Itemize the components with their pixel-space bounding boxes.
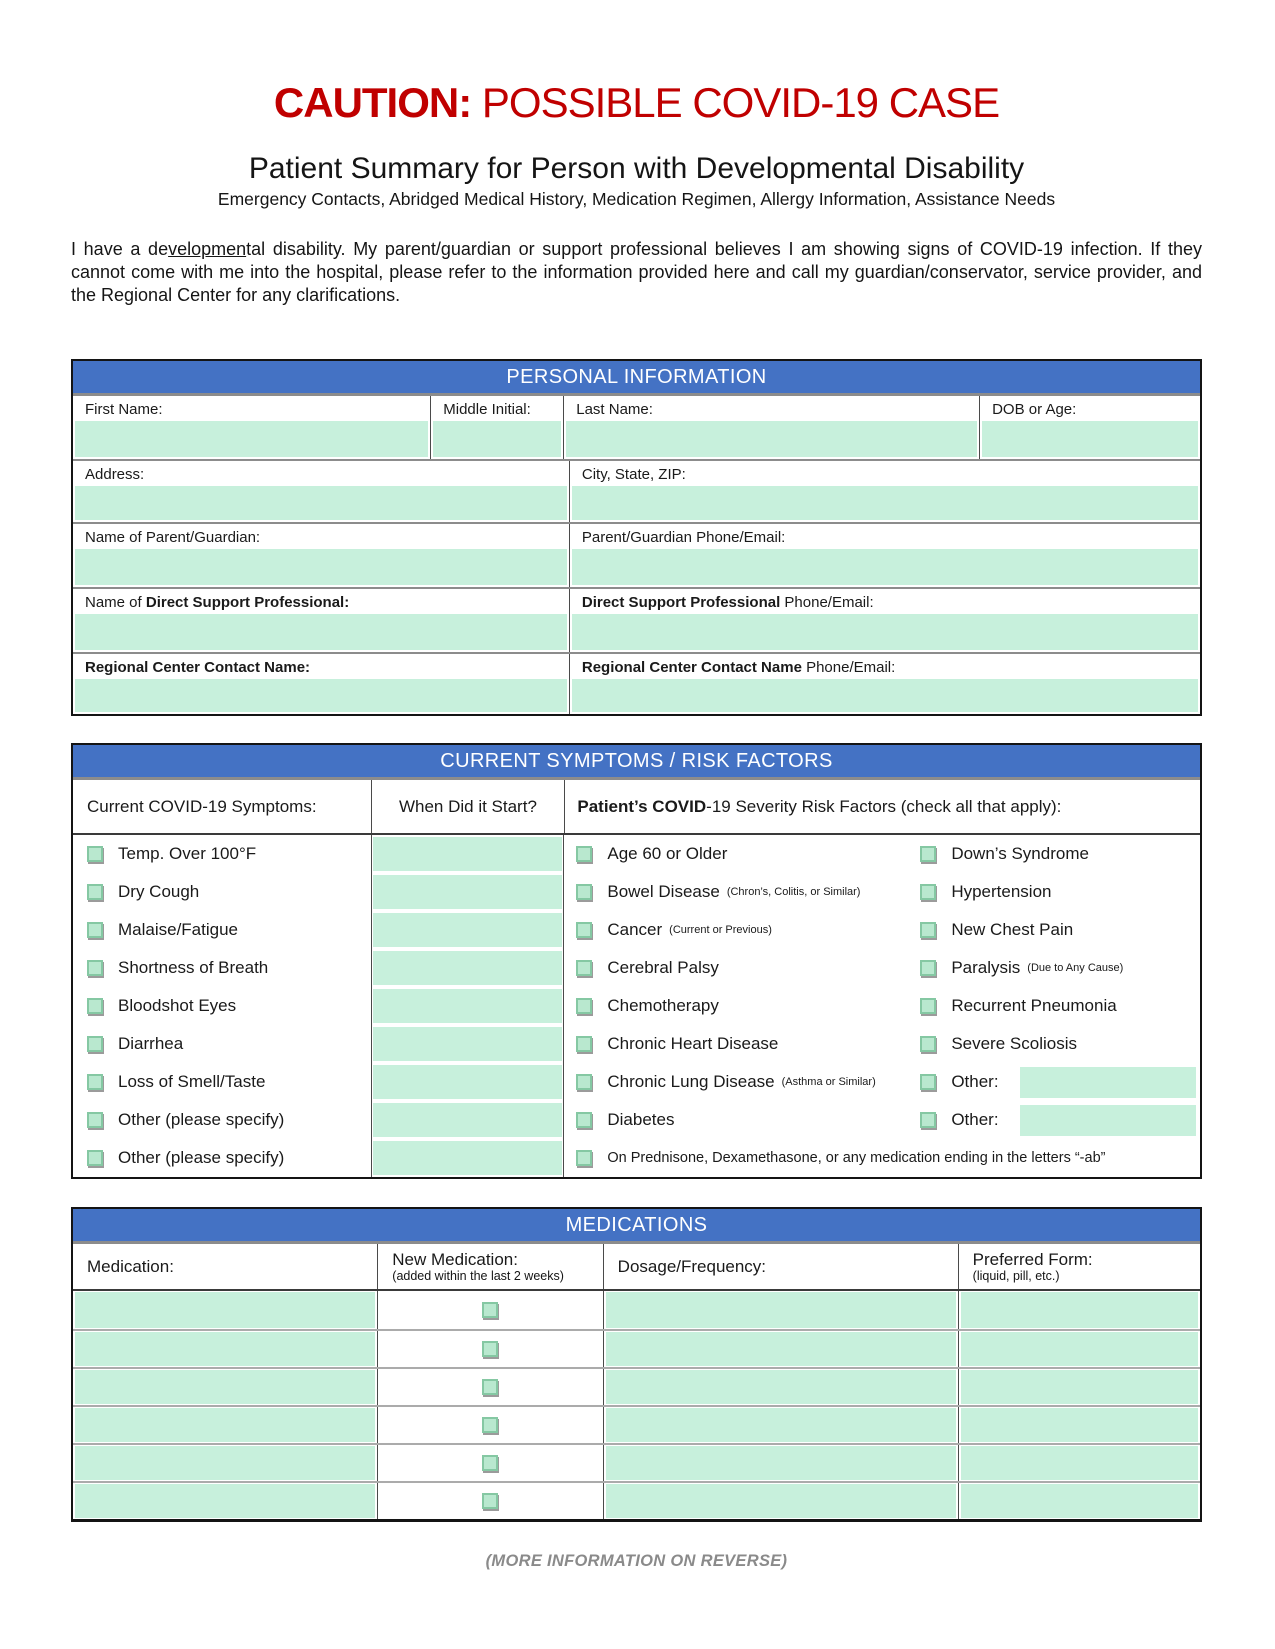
dsp-name-input[interactable] [75, 614, 567, 650]
symptom-row [73, 1101, 371, 1139]
personal-info-row-5 [73, 652, 1200, 714]
intro-text-2: tal disability. My parent/guardian or support professional believes I am showing signs of COVID-19 infection. If they cannot come with me into the hospital, please refer to the information provided here and call my guardian/conservator, service provider, and the Regional Center for any clarifications. [71, 239, 1202, 305]
risk-row [564, 835, 1200, 873]
last-name-input[interactable] [566, 421, 977, 457]
medication-row [73, 1291, 1200, 1329]
dsp-name-label [73, 589, 569, 614]
medication-cell [73, 1445, 377, 1481]
parent-guardian-phone-cell [569, 524, 1200, 587]
risk-label: Chronic Lung Disease [607, 1072, 775, 1091]
personal-info-row-1 [73, 396, 1200, 459]
dosage-cell [603, 1445, 958, 1481]
symptoms-col-header: Current COVID-19 Symptoms: [87, 796, 317, 816]
medications-header: MEDICATIONS [73, 1209, 1200, 1244]
risk-row [564, 1025, 1200, 1063]
risk-header-bold: Patient’s COVID [577, 796, 707, 816]
preferred-form-input[interactable] [961, 1332, 1198, 1366]
medication-row [73, 1481, 1200, 1519]
preferred-form-col-header [958, 1244, 1200, 1289]
medication-row [73, 1329, 1200, 1367]
medication-input[interactable] [75, 1370, 375, 1404]
risk-note: (Chron’s, Colitis, or Similar) [726, 886, 861, 898]
symptom-checkbox-dry-cough[interactable] [87, 884, 103, 900]
dosage-cell [603, 1407, 958, 1443]
risk-header-rest: -19 Severity Risk Factors (check all that apply): [706, 796, 1062, 816]
new-medication-checkbox[interactable] [482, 1455, 498, 1471]
dsp-phone-cell [569, 589, 1200, 652]
symptom-row [73, 873, 371, 911]
dsp-name-bold: Direct Support Professional: [145, 594, 350, 611]
new-medication-col-label: New Medication: [392, 1250, 518, 1269]
when-col-header: When Did it Start? [371, 780, 565, 833]
dob-cell [979, 396, 1200, 459]
dsp-phone-label [570, 589, 1200, 614]
symptom-label: Temp. Over 100°F [118, 844, 257, 863]
risk-row [564, 1063, 1200, 1101]
risk-checkbox-other-1[interactable] [920, 1074, 936, 1090]
preferred-form-cell [958, 1445, 1200, 1481]
page-subtitle: Emergency Contacts, Abridged Medical History, Medication Regimen, Allergy Information, Assistance Needs [217, 189, 1056, 209]
symptom-label: Dry Cough [118, 882, 200, 901]
preferred-form-input[interactable] [961, 1446, 1198, 1480]
risk-label: Chemotherapy [607, 996, 719, 1015]
risk-label: Other: [951, 1072, 999, 1091]
risk-other-input-1[interactable] [1020, 1067, 1196, 1098]
dosage-cell [603, 1291, 958, 1329]
dosage-col-label: Dosage/Frequency: [617, 1257, 767, 1276]
symptoms-header: CURRENT SYMPTOMS / RISK FACTORS [73, 745, 1200, 780]
risk-col-header [564, 780, 1200, 833]
symptom-checkbox-other-1[interactable] [87, 1112, 103, 1128]
dosage-cell [603, 1483, 958, 1519]
address-input[interactable] [75, 486, 567, 520]
new-medication-cell [377, 1291, 602, 1329]
new-medication-checkbox[interactable] [482, 1417, 498, 1433]
when-input-1[interactable] [373, 837, 563, 871]
new-medication-checkbox[interactable] [482, 1302, 498, 1318]
parent-guardian-phone-label: Parent/Guardian Phone/Email: [581, 529, 786, 546]
reverse-side-note: (MORE INFORMATION ON REVERSE) [485, 1552, 788, 1570]
preferred-form-input[interactable] [961, 1292, 1198, 1328]
risk-checkbox-prednisone[interactable] [576, 1150, 592, 1166]
risk-row [564, 911, 1200, 949]
dsp-phone-input[interactable] [572, 614, 1198, 650]
preferred-form-input[interactable] [961, 1370, 1198, 1404]
medication-row [73, 1443, 1200, 1481]
regional-center-phone-rest: Phone/Email: [801, 659, 896, 676]
risk-label: New Chest Pain [951, 920, 1074, 939]
risk-factors-column [564, 835, 1200, 1177]
risk-checkbox-diabetes[interactable] [576, 1112, 592, 1128]
symptom-label: Diarrhea [118, 1034, 184, 1053]
dosage-input[interactable] [606, 1370, 956, 1404]
risk-label: Diabetes [607, 1110, 675, 1129]
medication-input[interactable] [75, 1484, 375, 1518]
medication-row [73, 1405, 1200, 1443]
risk-note: (Current or Previous) [669, 924, 772, 936]
symptom-row [73, 987, 371, 1025]
preferred-form-col-label: Preferred Form: [972, 1250, 1093, 1269]
dob-input[interactable] [982, 421, 1198, 457]
symptom-label: Shortness of Breath [118, 958, 269, 977]
symptom-checkbox-temp[interactable] [87, 846, 103, 862]
when-input-8[interactable] [373, 1103, 563, 1137]
symptom-checkbox-other-2[interactable] [87, 1150, 103, 1166]
when-input-3[interactable] [373, 913, 563, 947]
preferred-form-input[interactable] [961, 1408, 1198, 1442]
when-input-4[interactable] [373, 951, 563, 985]
risk-label: Down’s Syndrome [951, 844, 1089, 863]
medication-input[interactable] [75, 1332, 375, 1366]
regional-center-phone-cell [569, 654, 1200, 714]
risk-row-prednisone [564, 1139, 1200, 1177]
symptom-label: Other (please specify) [118, 1110, 285, 1129]
when-input-2[interactable] [373, 875, 563, 909]
dsp-name-cell [73, 589, 569, 652]
risk-checkbox-hypertension[interactable] [920, 884, 936, 900]
risk-checkbox-chronic-heart-disease[interactable] [576, 1036, 592, 1052]
medication-col-label: Medication: [87, 1257, 174, 1276]
symptoms-section [71, 743, 1202, 1179]
new-medication-cell [377, 1369, 602, 1405]
dosage-cell [603, 1369, 958, 1405]
caution-banner [71, 0, 1202, 126]
risk-checkbox-severe-scoliosis[interactable] [920, 1036, 936, 1052]
new-medication-checkbox[interactable] [482, 1341, 498, 1357]
caution-prefix: CAUTION: [273, 79, 472, 126]
regional-center-phone-input[interactable] [572, 679, 1198, 712]
first-name-label: First Name: [85, 401, 163, 418]
middle-initial-cell [430, 396, 563, 459]
risk-note: (Due to Any Cause) [1027, 962, 1124, 974]
parent-guardian-name-input[interactable] [75, 549, 567, 585]
risk-checkbox-chronic-lung-disease[interactable] [576, 1074, 592, 1090]
when-did-it-start-column [371, 835, 565, 1177]
when-input-5[interactable] [373, 989, 563, 1023]
intro-text-1: I have a de [71, 239, 169, 259]
risk-checkbox-bowel-disease[interactable] [576, 884, 592, 900]
dsp-name-prefix: Name of [85, 594, 146, 611]
medication-cell [73, 1369, 377, 1405]
regional-center-name-cell [73, 654, 569, 714]
personal-info-row-2 [73, 459, 1200, 522]
symptom-row [73, 949, 371, 987]
new-medication-col-note: (added within the last 2 weeks) [392, 1269, 564, 1283]
symptom-row [73, 1025, 371, 1063]
risk-checkbox-cerebral-palsy[interactable] [576, 960, 592, 976]
risk-label: Severe Scoliosis [951, 1034, 1077, 1053]
preferred-form-cell [958, 1331, 1200, 1367]
risk-row [564, 949, 1200, 987]
dosage-col-header [603, 1244, 958, 1289]
risk-label: Bowel Disease [607, 882, 720, 901]
city-state-zip-input[interactable] [572, 486, 1198, 520]
address-cell [73, 461, 569, 522]
risk-label: Cerebral Palsy [607, 958, 719, 977]
symptom-row [73, 835, 371, 873]
city-state-zip-cell [569, 461, 1200, 522]
symptom-label: Bloodshot Eyes [118, 996, 237, 1015]
risk-row [564, 873, 1200, 911]
symptom-label: Malaise/Fatigue [118, 920, 239, 939]
risk-checkbox-chemotherapy[interactable] [576, 998, 592, 1014]
risk-checkbox-paralysis[interactable] [920, 960, 936, 976]
risk-note: (Asthma or Similar) [781, 1076, 876, 1088]
intro-paragraph [71, 238, 1202, 307]
risk-checkbox-other-2[interactable] [920, 1112, 936, 1128]
symptom-list [73, 835, 371, 1177]
risk-checkbox-new-chest-pain[interactable] [920, 922, 936, 938]
dsp-phone-rest: Phone/Email: [780, 594, 874, 611]
last-name-cell [563, 396, 979, 459]
when-input-9[interactable] [373, 1141, 563, 1175]
medication-row [73, 1367, 1200, 1405]
risk-label: Recurrent Pneumonia [951, 996, 1117, 1015]
risk-row [564, 1101, 1200, 1139]
preferred-form-cell [958, 1407, 1200, 1443]
risk-checkbox-recurrent-pneumonia[interactable] [920, 998, 936, 1014]
medication-cell [73, 1407, 377, 1443]
personal-information-header: PERSONAL INFORMATION [73, 361, 1200, 396]
dosage-input[interactable] [606, 1332, 956, 1366]
dosage-cell [603, 1331, 958, 1367]
first-name-input[interactable] [75, 421, 428, 457]
new-medication-cell [377, 1407, 602, 1443]
city-state-zip-label: City, State, ZIP: [581, 466, 686, 483]
dosage-input[interactable] [606, 1446, 956, 1480]
dsp-phone-bold: Direct Support Professional [581, 594, 781, 611]
medications-section [71, 1207, 1202, 1522]
first-name-cell [73, 396, 430, 459]
page-title: Patient Summary for Person with Developmental Disability [248, 152, 1025, 185]
parent-guardian-phone-input[interactable] [572, 549, 1198, 585]
medication-input[interactable] [75, 1408, 375, 1442]
new-medication-cell [377, 1483, 602, 1519]
risk-checkbox-downs-syndrome[interactable] [920, 846, 936, 862]
last-name-label: Last Name: [576, 401, 653, 418]
intro-text-underlined: velopmen [168, 239, 247, 259]
personal-information-section [71, 359, 1202, 716]
new-medication-checkbox[interactable] [482, 1493, 498, 1509]
risk-row [564, 987, 1200, 1025]
symptom-row [73, 911, 371, 949]
risk-label: Age 60 or Older [607, 844, 728, 863]
when-input-7[interactable] [373, 1065, 563, 1099]
risk-checkbox-cancer[interactable] [576, 922, 592, 938]
dosage-input[interactable] [606, 1292, 956, 1328]
medications-column-headers [73, 1244, 1200, 1291]
symptom-row [73, 1063, 371, 1101]
preferred-form-input[interactable] [961, 1484, 1198, 1518]
symptom-label: Loss of Smell/Taste [118, 1072, 266, 1091]
parent-guardian-name-cell [73, 524, 569, 587]
preferred-form-col-note: (liquid, pill, etc.) [972, 1269, 1060, 1283]
personal-info-row-3 [73, 522, 1200, 587]
preferred-form-cell [958, 1483, 1200, 1519]
dosage-input[interactable] [606, 1484, 956, 1518]
medication-cell [73, 1483, 377, 1519]
risk-label: Hypertension [951, 882, 1052, 901]
symptom-checkbox-diarrhea[interactable] [87, 1036, 103, 1052]
medication-input[interactable] [75, 1292, 375, 1328]
regional-center-phone-bold: Regional Center Contact Name [581, 659, 802, 676]
regional-center-name-label: Regional Center Contact Name: [85, 659, 311, 676]
risk-label-prednisone: On Prednisone, Dexamethasone, or any medication ending in the letters “-ab” [607, 1150, 1106, 1166]
symptom-checkbox-shortness-of-breath[interactable] [87, 960, 103, 976]
parent-guardian-name-label: Name of Parent/Guardian: [85, 529, 261, 546]
new-medication-cell [377, 1331, 602, 1367]
preferred-form-cell [958, 1369, 1200, 1405]
symptom-label: Other (please specify) [118, 1148, 285, 1167]
medication-cell [73, 1291, 377, 1329]
when-input-6[interactable] [373, 1027, 563, 1061]
symptoms-column-headers [73, 780, 1200, 835]
new-medication-col-header [377, 1244, 602, 1289]
middle-initial-label: Middle Initial: [443, 401, 531, 418]
new-medication-checkbox[interactable] [482, 1379, 498, 1395]
address-label: Address: [85, 466, 145, 483]
risk-label: Chronic Heart Disease [607, 1034, 779, 1053]
regional-center-name-input[interactable] [75, 679, 567, 712]
dosage-input[interactable] [606, 1408, 956, 1442]
symptom-checkbox-malaise[interactable] [87, 922, 103, 938]
preferred-form-cell [958, 1291, 1200, 1329]
risk-label: Paralysis [951, 958, 1021, 977]
symptom-checkbox-bloodshot-eyes[interactable] [87, 998, 103, 1014]
symptom-row [73, 1139, 371, 1177]
middle-initial-input[interactable] [433, 421, 561, 457]
medication-cell [73, 1331, 377, 1367]
risk-label: Cancer [607, 920, 663, 939]
risk-other-input-2[interactable] [1020, 1105, 1196, 1136]
risk-checkbox-age-60[interactable] [576, 846, 592, 862]
regional-center-phone-label [570, 654, 1200, 679]
risk-label: Other: [951, 1110, 999, 1129]
medication-input[interactable] [75, 1446, 375, 1480]
medication-col-header [73, 1244, 377, 1289]
symptom-checkbox-smell-taste[interactable] [87, 1074, 103, 1090]
dob-label: DOB or Age: [992, 401, 1077, 418]
caution-text: POSSIBLE COVID-19 CASE [471, 79, 1000, 126]
personal-info-row-4 [73, 587, 1200, 652]
new-medication-cell [377, 1445, 602, 1481]
